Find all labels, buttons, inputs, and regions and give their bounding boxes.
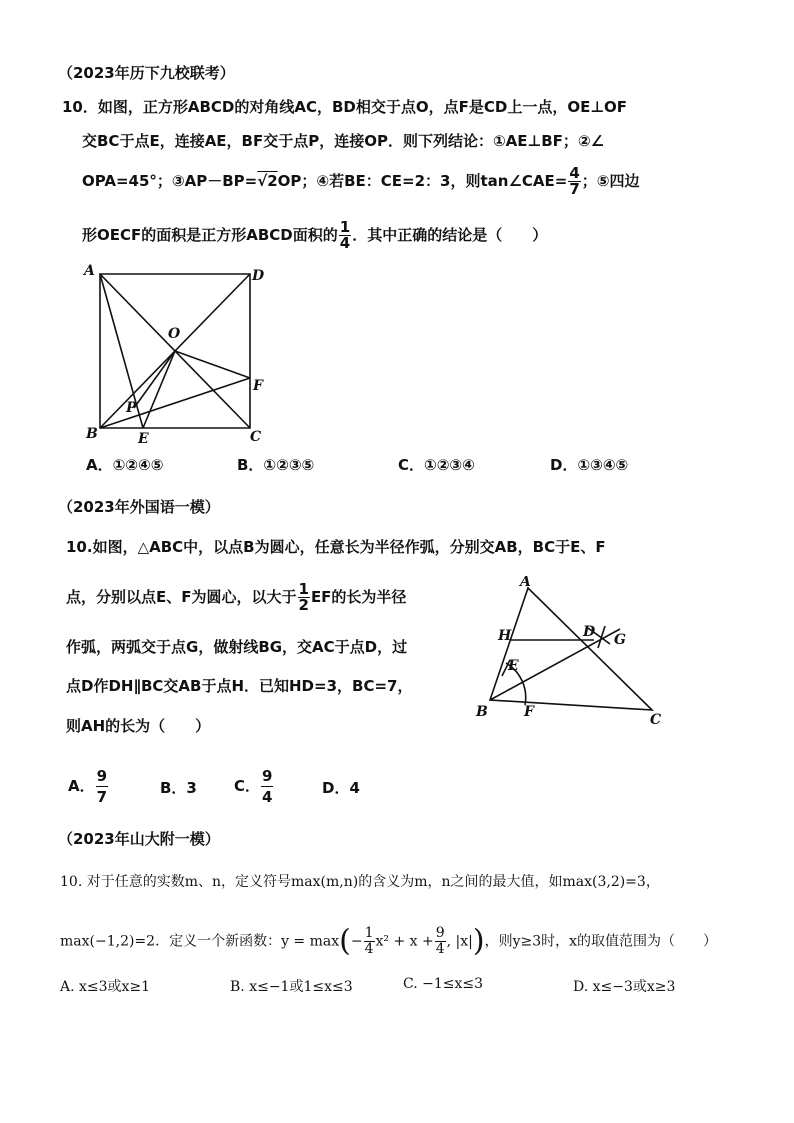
q1-line-2: 交BC于点E，连接AE，BF交于点P，连接OP．则下列结论：①AE⊥BF；②∠ bbox=[82, 132, 605, 150]
fraction-den: 4 bbox=[364, 941, 374, 957]
section-1-header: （2023年历下九校联考） bbox=[58, 64, 235, 82]
q3-line-2a: max(−1,2)=2．定义一个新函数：y = max bbox=[60, 933, 340, 950]
fraction-num: 4 bbox=[569, 164, 580, 182]
label-o: O bbox=[168, 326, 181, 342]
fraction-half bbox=[298, 582, 310, 613]
option-prefix: A． bbox=[68, 777, 95, 795]
q1-line-4 bbox=[82, 220, 547, 251]
fraction-den: 7 bbox=[569, 180, 580, 198]
q1-line-4a: 形OECF的面积是正方形ABCD面积的 bbox=[82, 226, 338, 244]
fraction-one-quarter bbox=[364, 926, 375, 957]
q3-line-2 bbox=[60, 923, 718, 959]
triangle-outline bbox=[490, 588, 652, 710]
label-e: E bbox=[138, 431, 149, 447]
q2-line-4: 点D作DH∥BC交AB于点H．已知HD=3，BC=7， bbox=[66, 677, 413, 695]
label-c2: C bbox=[650, 712, 662, 726]
label-a: A bbox=[84, 263, 95, 279]
segment-of bbox=[175, 351, 250, 378]
label-f: F bbox=[253, 378, 263, 394]
q3-option-b[interactable]: B. x≤−1或1≤x≤3 bbox=[230, 979, 353, 995]
fraction-quarter bbox=[339, 220, 351, 251]
q2-line-2 bbox=[66, 582, 406, 613]
label-d2: D bbox=[583, 624, 596, 640]
segment-bf bbox=[100, 378, 250, 428]
label-b2: B bbox=[476, 704, 488, 720]
fraction-den: 4 bbox=[339, 234, 351, 252]
q2-option-c[interactable] bbox=[234, 766, 274, 807]
fraction-num: 1 bbox=[298, 580, 309, 598]
label-e2: E bbox=[508, 658, 519, 674]
fraction-nine-quarters bbox=[261, 766, 273, 807]
section-2-header: （2023年外国语一模） bbox=[58, 498, 220, 516]
fraction-den: 7 bbox=[96, 788, 108, 806]
label-h: H bbox=[498, 628, 512, 644]
q1-option-a[interactable]: A．①②④⑤ bbox=[86, 456, 164, 474]
q3-line-2e: ，则y≥3时，x的取值范围为（ ） bbox=[484, 933, 718, 950]
label-c: C bbox=[250, 429, 262, 445]
q2-line-3: 作弧，两弧交于点G，做射线BG，交AC于点D，过 bbox=[66, 638, 408, 656]
fraction-den: 4 bbox=[262, 788, 273, 806]
q1-line-4b: ．其中正确的结论是（ ） bbox=[352, 226, 548, 244]
fraction-num: 1 bbox=[364, 925, 374, 941]
fraction-nine-sevenths bbox=[96, 766, 108, 807]
fraction-den: 2 bbox=[298, 596, 309, 614]
big-paren-right: ) bbox=[472, 923, 485, 959]
q2-option-a[interactable] bbox=[68, 766, 109, 807]
label-g: G bbox=[614, 632, 626, 648]
big-paren-left: ( bbox=[339, 923, 351, 959]
fraction-den: 4 bbox=[435, 941, 445, 957]
q2-line-1: 10.如图，△ABC中，以点B为圆心，任意长为半径作弧，分别交AB，BC于E、F bbox=[66, 538, 606, 556]
option-prefix: C． bbox=[234, 777, 261, 795]
q2-line-2a: 点，分别以点E、F为圆心，以大于 bbox=[66, 588, 297, 606]
section-3-header: （2023年山大附一模） bbox=[58, 830, 220, 848]
fraction-num: 9 bbox=[435, 925, 445, 941]
q3-option-d[interactable]: D. x≤−3或x≥3 bbox=[573, 979, 676, 995]
q1-line-3b: OP；④若BE：CE=2：3，则tan∠CAE= bbox=[277, 172, 568, 190]
fraction-nine-quarters-2 bbox=[435, 926, 446, 957]
label-p: P bbox=[126, 400, 137, 416]
fraction-num: 9 bbox=[96, 767, 108, 785]
q3-line-2c: x² + x + bbox=[375, 933, 434, 950]
q1-option-b[interactable]: B．①②③⑤ bbox=[237, 456, 315, 474]
sqrt-two: √2 bbox=[257, 172, 278, 190]
label-a2: A bbox=[520, 576, 531, 590]
fraction-num: 1 bbox=[339, 218, 351, 236]
label-f2: F bbox=[524, 704, 534, 720]
q3-option-a[interactable]: A. x≤3或x≥1 bbox=[60, 979, 151, 995]
q1-option-d[interactable]: D．①③④⑤ bbox=[550, 456, 629, 474]
q1-line-3 bbox=[82, 166, 640, 197]
label-b: B bbox=[86, 426, 98, 442]
fraction-tan bbox=[568, 166, 580, 197]
q3-minus: − bbox=[350, 933, 363, 950]
q2-line-2b: EF的长为半径 bbox=[310, 588, 407, 606]
triangle-figure bbox=[470, 576, 670, 726]
q2-line-5: 则AH的长为（ ） bbox=[66, 717, 211, 735]
q3-line-2d: , |x| bbox=[446, 933, 473, 950]
q3-option-c[interactable]: C. −1≤x≤3 bbox=[403, 976, 484, 992]
q1-option-c[interactable]: C．①②③④ bbox=[398, 456, 475, 474]
square-figure bbox=[78, 260, 278, 450]
fraction-num: 9 bbox=[262, 767, 273, 785]
label-d: D bbox=[252, 268, 265, 284]
q1-line-3c: ；⑤四边 bbox=[581, 172, 640, 190]
q1-line-1: 10．如图，正方形ABCD的对角线AC，BD相交于点O，点F是CD上一点，OE⊥OF bbox=[62, 98, 628, 116]
q2-option-b[interactable]: B．3 bbox=[160, 779, 197, 797]
q2-option-d[interactable]: D．4 bbox=[322, 779, 360, 797]
q3-line-1: 10. 对于任意的实数m、n，定义符号max(m,n)的含义为m，n之间的最大值，如max(3,2)=3， bbox=[60, 874, 660, 890]
q1-line-3a: OPA=45°；③AP－BP= bbox=[82, 172, 258, 190]
